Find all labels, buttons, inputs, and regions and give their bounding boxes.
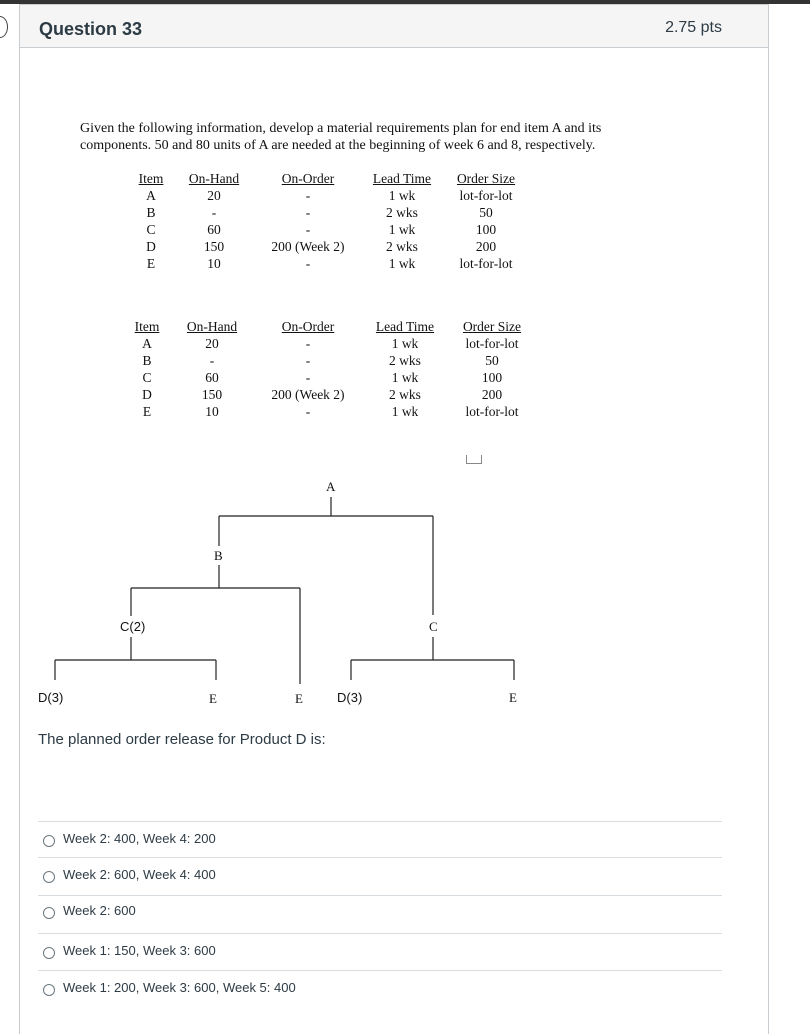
- table1-header-leadtime: Lead Time: [372, 171, 432, 186]
- table2-item-col: [132, 319, 162, 420]
- table1-header-onorder: On-Order: [281, 171, 335, 186]
- question-title: Question 33: [39, 19, 143, 39]
- table1-onhand: -: [211, 205, 217, 220]
- radio-button[interactable]: [43, 984, 55, 996]
- tree-node-b: B: [214, 548, 223, 563]
- table2-item: B: [142, 353, 152, 368]
- tree-node-c-right: C: [429, 619, 438, 634]
- question-points: 2.75 pts: [665, 19, 722, 36]
- table2-item: E: [142, 404, 152, 419]
- table1-onorder-col: [262, 171, 354, 272]
- table2-onhand: 20: [205, 336, 219, 351]
- table2-onhand: 150: [201, 387, 223, 402]
- tree-node-a: A: [326, 479, 336, 494]
- table2-onhand-col: [179, 319, 245, 420]
- radio-button[interactable]: [43, 871, 55, 883]
- question-header: [20, 5, 768, 48]
- table1-item: D: [146, 239, 156, 254]
- table2-onorder: -: [305, 336, 311, 351]
- question-intro: [80, 120, 680, 154]
- radio-button[interactable]: [43, 907, 55, 919]
- tree-node-c-left: C(2): [120, 619, 146, 634]
- table1-leadtime: 2 wks: [386, 205, 418, 220]
- table2-ordersize: 200: [481, 387, 503, 402]
- table2-header-item: Item: [134, 319, 160, 334]
- table2-onorder: -: [305, 370, 311, 385]
- table1-ordersize: lot-for-lot: [459, 188, 513, 203]
- table2-leadtime: 1 wk: [391, 336, 419, 351]
- table1-leadtime: 2 wks: [386, 239, 418, 254]
- table1-onorder: -: [305, 256, 311, 271]
- table2-ordersize-col: [456, 319, 528, 420]
- radio-button[interactable]: [43, 947, 55, 959]
- table1-header-onhand: On-Hand: [188, 171, 240, 186]
- table1-item-col: [136, 171, 166, 272]
- intro-line-1: Given the following information, develop a material requirements plan for end item A and its: [80, 121, 602, 136]
- tree-node-e-under-b: E: [295, 691, 303, 706]
- table1-item: E: [146, 256, 156, 271]
- table2-leadtime: 2 wks: [389, 353, 421, 368]
- table1-ordersize-col: [450, 171, 522, 272]
- table1-item: A: [146, 188, 156, 203]
- answer-option[interactable]: [38, 933, 722, 970]
- table2-onorder-col: [262, 319, 354, 420]
- table2-leadtime: 1 wk: [391, 404, 419, 419]
- table2-item: C: [142, 370, 152, 385]
- table2-header-leadtime: Lead Time: [375, 319, 435, 334]
- table2-item: A: [142, 336, 152, 351]
- tree-node-e-right: E: [509, 690, 517, 705]
- table1-item: C: [146, 222, 156, 237]
- table2-onorder: -: [305, 353, 311, 368]
- table1-ordersize: lot-for-lot: [459, 256, 513, 271]
- table2-onorder: 200 (Week 2): [271, 387, 345, 402]
- table1-onorder: -: [305, 188, 311, 203]
- table1-onorder: 200 (Week 2): [271, 239, 345, 254]
- table1-ordersize: 50: [479, 205, 493, 220]
- table2-ordersize: 100: [481, 370, 503, 385]
- table1-leadtime: 1 wk: [388, 256, 416, 271]
- table2-onhand: 10: [205, 404, 219, 419]
- table2-leadtime: 1 wk: [391, 370, 419, 385]
- radio-button[interactable]: [43, 835, 55, 847]
- table1-ordersize: 100: [475, 222, 497, 237]
- answer-option[interactable]: [38, 895, 722, 933]
- intro-line-2: components. 50 and 80 units of A are needed at the beginning of week 6 and 8, respectively.: [80, 138, 596, 153]
- table2-leadtime-col: [369, 319, 441, 420]
- answer-label[interactable]: Week 2: 400, Week 4: 200: [63, 831, 216, 846]
- table2-onorder: -: [305, 404, 311, 419]
- table1-ordersize: 200: [475, 239, 497, 254]
- table1-onhand: 20: [207, 188, 221, 203]
- tree-node-e-under-c: E: [209, 691, 217, 706]
- table1-leadtime: 1 wk: [388, 222, 416, 237]
- table2-ordersize: lot-for-lot: [465, 336, 519, 351]
- answer-label[interactable]: Week 1: 150, Week 3: 600: [63, 943, 216, 958]
- tree-node-d-under-c: D(3): [337, 690, 363, 705]
- table2-leadtime: 2 wks: [389, 387, 421, 402]
- answer-option[interactable]: [38, 970, 722, 1006]
- table1-onhand: 60: [207, 222, 221, 237]
- answer-label[interactable]: Week 2: 600: [63, 903, 136, 918]
- question-nav-marker-icon[interactable]: [0, 16, 8, 38]
- table1-header-item: Item: [138, 171, 164, 186]
- tree-node-d-left: D(3): [38, 690, 64, 705]
- table1-onorder: -: [305, 205, 311, 220]
- answer-label[interactable]: Week 2: 600, Week 4: 400: [63, 867, 216, 882]
- question-prompt: The planned order release for Product D is:: [38, 731, 326, 748]
- table1-onhand: 10: [207, 256, 221, 271]
- table1-leadtime-col: [366, 171, 438, 272]
- table2-onhand: -: [209, 353, 215, 368]
- image-placeholder-icon: [466, 455, 482, 464]
- table1-onhand-col: [181, 171, 247, 272]
- answer-option[interactable]: [38, 821, 722, 857]
- answer-list: [38, 821, 722, 1006]
- table1-onhand: 150: [203, 239, 225, 254]
- answer-option[interactable]: [38, 857, 722, 895]
- table2-header-ordersize: Order Size: [462, 319, 522, 334]
- table1-leadtime: 1 wk: [388, 188, 416, 203]
- table2-header-onhand: On-Hand: [186, 319, 238, 334]
- table2-ordersize: 50: [485, 353, 499, 368]
- table2-onhand: 60: [205, 370, 219, 385]
- table1-onorder: -: [305, 222, 311, 237]
- table2-ordersize: lot-for-lot: [465, 404, 519, 419]
- table1-item: B: [146, 205, 156, 220]
- table2-item: D: [142, 387, 152, 402]
- table2-header-onorder: On-Order: [281, 319, 335, 334]
- table1-header-ordersize: Order Size: [456, 171, 516, 186]
- answer-label[interactable]: Week 1: 200, Week 3: 600, Week 5: 400: [63, 980, 296, 995]
